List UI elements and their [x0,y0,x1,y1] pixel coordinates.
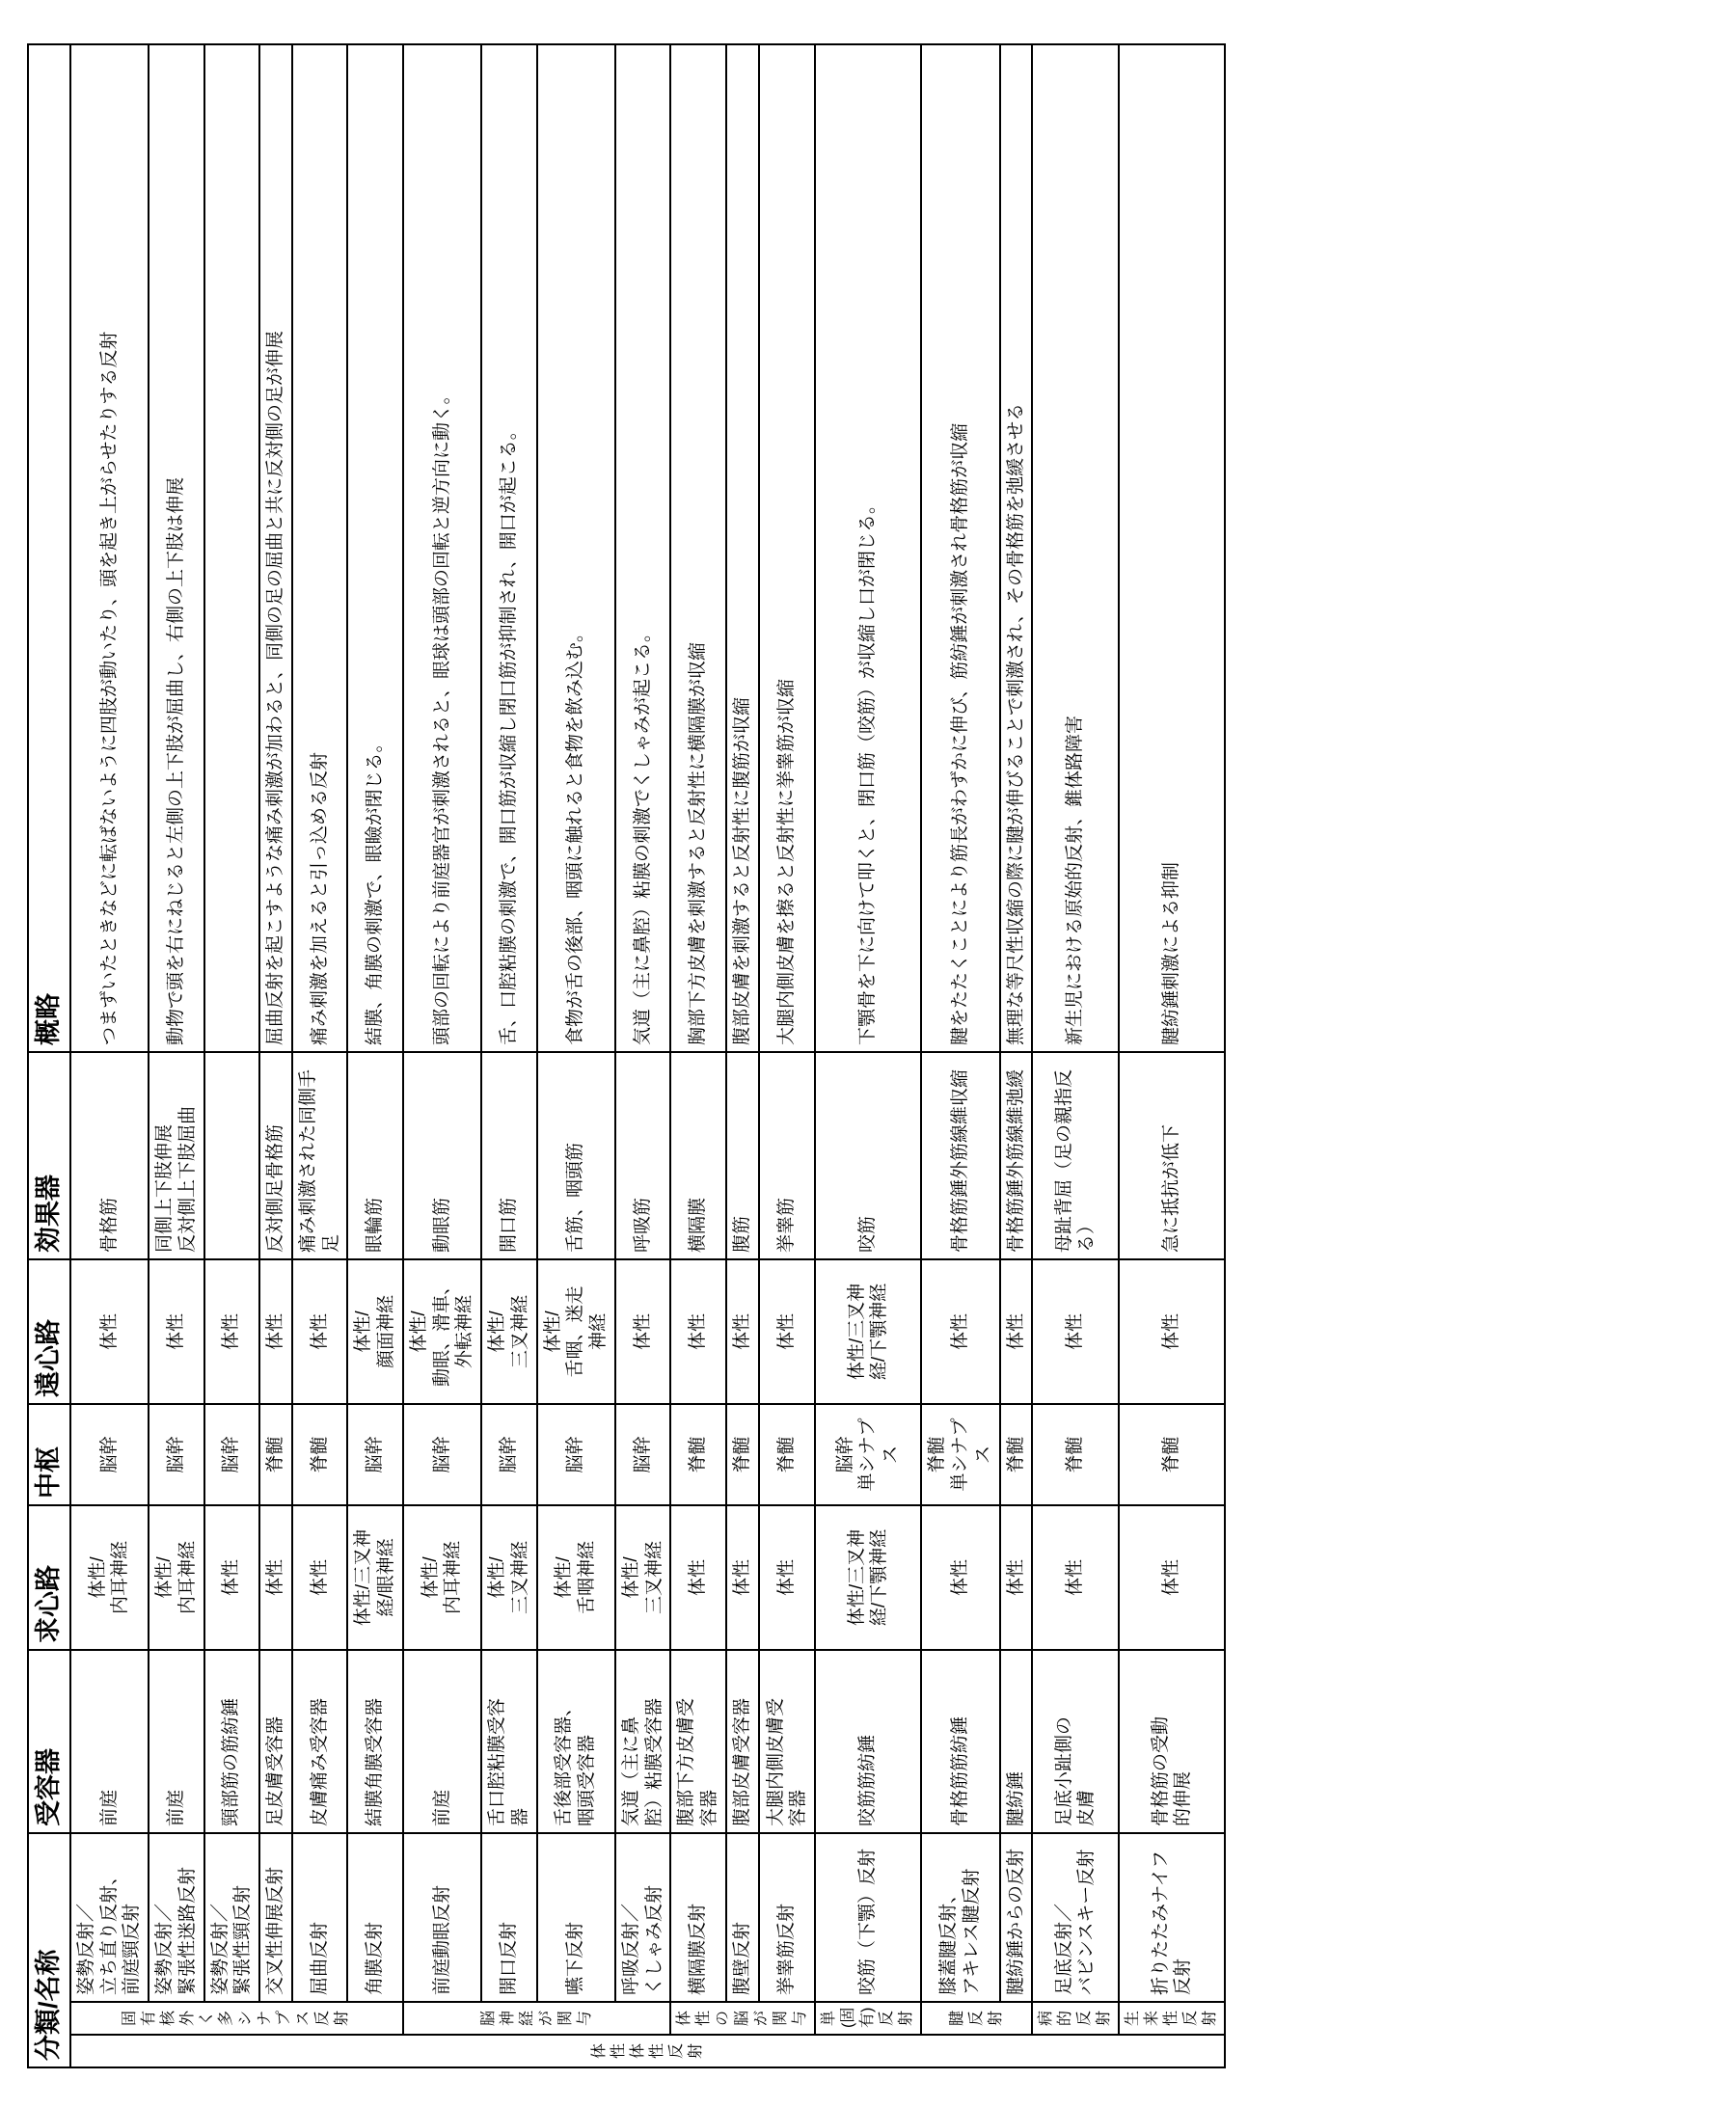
cell-receptor: 頸部筋の筋紡錘 [204,1650,260,1833]
cell-outline [204,44,260,1052]
cell-effector: 同側上下肢伸展 反対側上下肢屈曲 [149,1052,204,1259]
cell-efferent: 体性 [70,1259,149,1404]
cell-receptor: 舌口腔粘膜受容 器 [481,1650,537,1833]
category-spine-somatic: 体性体性反射 [70,2035,1226,2067]
cell-receptor: 足皮膚受容器 [259,1650,292,1833]
cell-receptor: 骨格筋の受動 的伸展 [1119,1650,1225,1833]
cell-outline: 気道（主に鼻腔）粘膜の刺激でくしゃみが起こる。 [615,44,671,1052]
header-efferent: 遠心路 [28,1259,70,1404]
cell-reflex-name: 姿勢反射／ 立ち直り反射、 前庭頸反射 [70,1833,149,2002]
cell-center: 脊髄 単シナプス [921,1404,999,1505]
header-outline: 概略 [28,44,70,1052]
cell-reflex-name: 角膜反射 [347,1833,403,2002]
cell-efferent: 体性 [149,1259,204,1404]
table-row [537,44,615,2067]
cell-outline: 腱紡錘刺激による抑制 [1119,44,1225,1052]
cell-receptor: 骨格筋筋紡錘 [921,1650,999,1833]
cell-receptor: 前庭 [403,1650,481,1833]
cell-efferent: 体性 [759,1259,815,1404]
cell-effector: 開口筋 [481,1052,537,1259]
cell-efferent: 体性/ 顔面神経 [347,1259,403,1404]
cell-reflex-name: 腱紡錘からの反射 [1000,1833,1033,2002]
cell-outline: 新生児における原始的反射、錐体路障害 [1032,44,1119,1052]
cell-reflex-name: 開口反射 [481,1833,537,2002]
table-row [347,44,403,2067]
cell-reflex-name: 屈曲反射 [292,1833,348,2002]
cell-receptor: 腹部下方皮膚受 容器 [670,1650,726,1833]
cell-reflex-name: 前庭動眼反射 [403,1833,481,2002]
cell-efferent: 体性 [1119,1259,1225,1404]
table-row [149,44,204,2067]
cell-center: 脊髄 [670,1404,726,1505]
cell-effector: 急に抵抗が低下 [1119,1052,1225,1259]
cell-effector: 反対側足骨格筋 [259,1052,292,1259]
cell-outline: 腹部皮膚を刺激すると反射性に腹筋が収縮 [726,44,759,1052]
cell-receptor: 大腿内側皮膚受 容器 [759,1650,815,1833]
cell-outline: 動物で頭を右にねじると左側の上下肢が屈曲し、右側の上下肢は伸展 [149,44,204,1052]
table-body [70,44,1226,2067]
cell-effector: 咬筋 [815,1052,921,1259]
category-group-label: 脳神経が関与 [403,2002,671,2035]
cell-effector [204,1052,260,1259]
header-category-name: 分類/名称 [28,1833,70,2067]
cell-center: 脳幹 [70,1404,149,1505]
cell-effector: 痛み刺激された同側手足 [292,1052,348,1259]
table-row [670,44,726,2067]
cell-effector: 母趾背屈（足の親指反る） [1032,1052,1119,1259]
cell-reflex-name: 嚥下反射 [537,1833,615,2002]
cell-receptor: 舌後部受容器、 咽頭受容器 [537,1650,615,1833]
cell-afferent: 体性 [1000,1505,1033,1650]
cell-outline: 腱をたたくことにより筋長がわずかに伸び、筋紡錘が刺激され骨格筋が収縮 [921,44,999,1052]
cell-effector: 動眼筋 [403,1052,481,1259]
table-row [759,44,815,2067]
cell-afferent: 体性/ 舌咽神経 [537,1505,615,1650]
table-row [726,44,759,2067]
cell-afferent: 体性 [921,1505,999,1650]
table-row [1032,44,1119,2067]
cell-receptor: 咬筋筋紡錘 [815,1650,921,1833]
table-row [403,44,481,2067]
cell-afferent: 体性 [1032,1505,1119,1650]
cell-afferent: 体性/ 内耳神経 [403,1505,481,1650]
cell-receptor: 皮膚痛み受容器 [292,1650,348,1833]
cell-efferent: 体性 [259,1259,292,1404]
cell-afferent: 体性 [204,1505,260,1650]
cell-center: 脳幹 [537,1404,615,1505]
table-row [615,44,671,2067]
cell-efferent: 体性 [726,1259,759,1404]
cell-effector: 舌筋、咽頭筋 [537,1052,615,1259]
cell-center: 脊髄 [726,1404,759,1505]
cell-effector: 横隔膜 [670,1052,726,1259]
cell-afferent: 体性 [670,1505,726,1650]
cell-efferent: 体性 [670,1259,726,1404]
cell-effector: 骨格筋 [70,1052,149,1259]
table-row [259,44,292,2067]
cell-center: 脳幹 [149,1404,204,1505]
cell-receptor: 足底小趾側の 皮膚 [1032,1650,1119,1833]
table-row [815,44,921,2067]
header-receptor: 受容器 [28,1650,70,1833]
cell-efferent: 体性/ 動眼、滑車、 外転神経 [403,1259,481,1404]
cell-outline: 屈曲反射を起こすような痛み刺激が加わると、同側の足の屈曲と共に反対側の足が伸展 [259,44,292,1052]
cell-effector: 挙睾筋 [759,1052,815,1259]
table-header-row [28,44,70,2067]
cell-effector: 腹筋 [726,1052,759,1259]
cell-effector: 骨格筋錘外筋線維収縮 [921,1052,999,1259]
header-center: 中枢 [28,1404,70,1505]
cell-afferent: 体性/ 内耳神経 [149,1505,204,1650]
cell-efferent: 体性 [1032,1259,1119,1404]
cell-center: 脊髄 [292,1404,348,1505]
cell-efferent: 体性 [204,1259,260,1404]
cell-receptor: 腹部皮膚受容器 [726,1650,759,1833]
reflex-table [27,43,1226,2068]
cell-efferent: 体性/ 舌咽、迷走 神経 [537,1259,615,1404]
cell-effector: 眼輪筋 [347,1052,403,1259]
cell-center: 脊髄 [259,1404,292,1505]
cell-efferent: 体性/三叉神 経/下顎神経 [815,1259,921,1404]
cell-center: 脳幹 [481,1404,537,1505]
table-row [481,44,537,2067]
cell-outline: 頭部の回転により前庭器官が刺激されると、眼球は頭部の回転と逆方向に動く。 [403,44,481,1052]
cell-outline: 大腿内側皮膚を擦ると反射性に挙睾筋が収縮 [759,44,815,1052]
category-group-label: 体性の脳が関与 [670,2002,815,2035]
category-group-label: 病的反射 [1032,2002,1119,2035]
cell-reflex-name: 腹壁反射 [726,1833,759,2002]
cell-reflex-name: 横隔膜反射 [670,1833,726,2002]
cell-reflex-name: 折りたたみナイフ反射 [1119,1833,1225,2002]
table-row [204,44,260,2067]
header-effector: 効果器 [28,1052,70,1259]
header-afferent: 求心路 [28,1505,70,1650]
cell-center: 脳幹 [347,1404,403,1505]
cell-efferent: 体性 [292,1259,348,1404]
table-row [1000,44,1033,2067]
cell-afferent: 体性/三叉神 経/眼神経 [347,1505,403,1650]
cell-afferent: 体性/ 三叉神経 [615,1505,671,1650]
cell-outline: 胸部下方皮膚を刺激すると反射性に横隔膜が収縮 [670,44,726,1052]
cell-outline: 食物が舌の後部、咽頭に触れると食物を飲み込む。 [537,44,615,1052]
table-row [1119,44,1225,2067]
cell-afferent: 体性 [759,1505,815,1650]
cell-center: 脊髄 [1000,1404,1033,1505]
cell-receptor: 前庭 [70,1650,149,1833]
cell-efferent: 体性/ 三叉神経 [481,1259,537,1404]
cell-outline: 結膜、角膜の刺激で、眼瞼が閉じる。 [347,44,403,1052]
cell-outline: 舌、口腔粘膜の刺激で、開口筋が収縮し閉口筋が抑制され、開口が起こる。 [481,44,537,1052]
category-group-label: 固有核外く多シナプス反射 [70,2002,403,2035]
table-row [921,44,999,2067]
cell-receptor: 気道（主に鼻 腔）粘膜受容器 [615,1650,671,1833]
cell-afferent: 体性 [292,1505,348,1650]
cell-afferent: 体性 [259,1505,292,1650]
table-row [292,44,348,2067]
cell-effector: 骨格筋錘外筋線維弛緩 [1000,1052,1033,1259]
cell-efferent: 体性 [615,1259,671,1404]
cell-afferent: 体性/三叉神 経/下顎神経 [815,1505,921,1650]
table-row [70,44,149,2067]
cell-afferent: 体性 [726,1505,759,1650]
cell-afferent: 体性/ 内耳神経 [70,1505,149,1650]
cell-outline: つまずいたときなどに転ばないように四肢が動いたり、頭を起き上がらせたりする反射 [70,44,149,1052]
cell-afferent: 体性/ 三叉神経 [481,1505,537,1650]
cell-reflex-name: 足底反射／ バビンスキー反射 [1032,1833,1119,2002]
cell-reflex-name: 呼吸反射／ くしゃみ反射 [615,1833,671,2002]
cell-center: 脳幹 単シナプス [815,1404,921,1505]
cell-efferent: 体性 [1000,1259,1033,1404]
category-group-label: 生来性反射 [1119,2002,1225,2035]
cell-outline: 痛み刺激を加えると引っ込める反射 [292,44,348,1052]
cell-center: 脳幹 [615,1404,671,1505]
cell-efferent: 体性 [921,1259,999,1404]
cell-center: 脳幹 [204,1404,260,1505]
cell-receptor: 腱紡錘 [1000,1650,1033,1833]
cell-receptor: 前庭 [149,1650,204,1833]
category-group-label: 単(固有)反射 [815,2002,921,2035]
cell-reflex-name: 挙睾筋反射 [759,1833,815,2002]
cell-receptor: 結膜角膜受容器 [347,1650,403,1833]
cell-reflex-name: 姿勢反射／ 緊張性頸反射 [204,1833,260,2002]
cell-outline: 下顎骨を下に向けて叩くと、閉口筋（咬筋）が収縮し口が閉じる。 [815,44,921,1052]
cell-center: 脊髄 [759,1404,815,1505]
cell-outline: 無理な等尺性収縮の際に腱が伸びることで刺激され、その骨格筋を弛緩させる [1000,44,1033,1052]
cell-reflex-name: 交叉性伸展反射 [259,1833,292,2002]
cell-center: 脳幹 [403,1404,481,1505]
cell-afferent: 体性 [1119,1505,1225,1650]
cell-reflex-name: 膝蓋腱反射、 アキレス腱反射 [921,1833,999,2002]
cell-center: 脊髄 [1032,1404,1119,1505]
cell-center: 脊髄 [1119,1404,1225,1505]
cell-effector: 呼吸筋 [615,1052,671,1259]
cell-reflex-name: 咬筋（下顎）反射 [815,1833,921,2002]
cell-reflex-name: 姿勢反射／ 緊張性迷路反射 [149,1833,204,2002]
category-group-label: 腱反射 [921,2002,1032,2035]
